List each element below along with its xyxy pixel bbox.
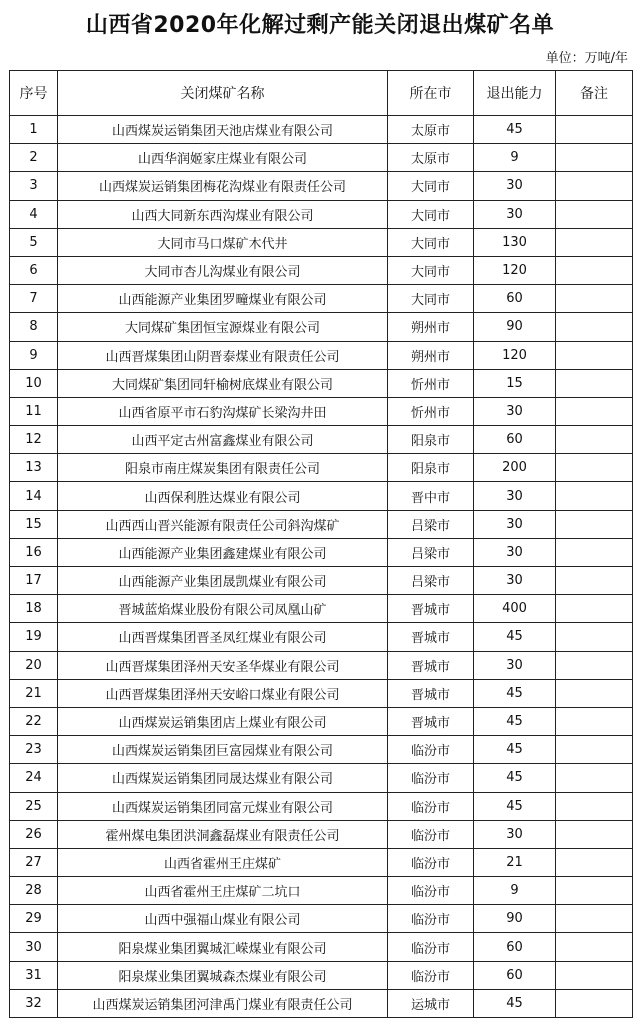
cell-city: 临汾市 bbox=[388, 905, 474, 933]
table-row bbox=[10, 228, 633, 256]
cell-note bbox=[556, 256, 633, 284]
cell-no: 10 bbox=[10, 369, 58, 397]
cell-city: 阳泉市 bbox=[388, 426, 474, 454]
cell-name: 大同煤矿集团恒宝源煤业有限公司 bbox=[58, 313, 388, 341]
cell-city: 大同市 bbox=[388, 228, 474, 256]
cell-name: 山西省霍州王庄煤矿二坑口 bbox=[58, 877, 388, 905]
cell-no: 27 bbox=[10, 848, 58, 876]
table-row bbox=[10, 623, 633, 651]
cell-city: 临汾市 bbox=[388, 792, 474, 820]
cell-city: 大同市 bbox=[388, 256, 474, 284]
cell-city: 临汾市 bbox=[388, 736, 474, 764]
cell-city: 晋城市 bbox=[388, 651, 474, 679]
cell-name: 阳泉煤业集团翼城汇嵘煤业有限公司 bbox=[58, 933, 388, 961]
cell-note bbox=[556, 285, 633, 313]
cell-no: 2 bbox=[10, 144, 58, 172]
cell-capacity: 9 bbox=[474, 144, 556, 172]
cell-note bbox=[556, 707, 633, 735]
header-no: 序号 bbox=[10, 71, 58, 116]
closure-table bbox=[9, 70, 633, 1018]
page-title: 山西省2020年化解过剩产能关闭退出煤矿名单 bbox=[85, 13, 555, 38]
cell-note bbox=[556, 482, 633, 510]
cell-no: 30 bbox=[10, 933, 58, 961]
cell-name: 山西大同新东西沟煤业有限公司 bbox=[58, 200, 388, 228]
cell-capacity: 60 bbox=[474, 426, 556, 454]
cell-capacity: 30 bbox=[474, 567, 556, 595]
cell-capacity: 45 bbox=[474, 679, 556, 707]
table-row bbox=[10, 285, 633, 313]
cell-note bbox=[556, 426, 633, 454]
cell-no: 32 bbox=[10, 989, 58, 1017]
table-row bbox=[10, 144, 633, 172]
table-row bbox=[10, 651, 633, 679]
table-row bbox=[10, 820, 633, 848]
cell-capacity: 90 bbox=[474, 905, 556, 933]
cell-name: 山西煤炭运销集团梅花沟煤业有限责任公司 bbox=[58, 172, 388, 200]
cell-no: 6 bbox=[10, 256, 58, 284]
cell-name: 山西西山晋兴能源有限责任公司斜沟煤矿 bbox=[58, 510, 388, 538]
table-row bbox=[10, 933, 633, 961]
cell-note bbox=[556, 200, 633, 228]
cell-name: 山西煤炭运销集团店上煤业有限公司 bbox=[58, 707, 388, 735]
cell-note bbox=[556, 651, 633, 679]
cell-no: 11 bbox=[10, 397, 58, 425]
cell-name: 山西晋煤集团泽州天安圣华煤业有限公司 bbox=[58, 651, 388, 679]
table-row bbox=[10, 313, 633, 341]
cell-name: 大同市马口煤矿木代井 bbox=[58, 228, 388, 256]
cell-city: 吕梁市 bbox=[388, 538, 474, 566]
cell-name: 大同煤矿集团同轩榆树底煤业有限公司 bbox=[58, 369, 388, 397]
cell-note bbox=[556, 538, 633, 566]
cell-city: 晋中市 bbox=[388, 482, 474, 510]
cell-name: 山西能源产业集团鑫建煤业有限公司 bbox=[58, 538, 388, 566]
cell-note bbox=[556, 877, 633, 905]
cell-capacity: 30 bbox=[474, 482, 556, 510]
table-row bbox=[10, 341, 633, 369]
cell-capacity: 30 bbox=[474, 820, 556, 848]
header-capacity: 退出能力 bbox=[474, 71, 556, 116]
header-city: 所在市 bbox=[388, 71, 474, 116]
cell-note bbox=[556, 454, 633, 482]
cell-city: 大同市 bbox=[388, 285, 474, 313]
cell-city: 运城市 bbox=[388, 989, 474, 1017]
cell-capacity: 30 bbox=[474, 651, 556, 679]
cell-city: 大同市 bbox=[388, 172, 474, 200]
table-row bbox=[10, 595, 633, 623]
table-row bbox=[10, 397, 633, 425]
table-body bbox=[10, 116, 633, 1018]
cell-name: 山西省原平市石豹沟煤矿长梁沟井田 bbox=[58, 397, 388, 425]
cell-city: 朔州市 bbox=[388, 313, 474, 341]
cell-no: 20 bbox=[10, 651, 58, 679]
header-note: 备注 bbox=[556, 71, 633, 116]
table-row bbox=[10, 792, 633, 820]
cell-note bbox=[556, 341, 633, 369]
cell-capacity: 45 bbox=[474, 623, 556, 651]
table-row bbox=[10, 707, 633, 735]
cell-city: 临汾市 bbox=[388, 820, 474, 848]
cell-capacity: 30 bbox=[474, 397, 556, 425]
table-row bbox=[10, 989, 633, 1017]
cell-no: 9 bbox=[10, 341, 58, 369]
cell-name: 山西能源产业集团罗疃煤业有限公司 bbox=[58, 285, 388, 313]
table-row bbox=[10, 172, 633, 200]
cell-note bbox=[556, 933, 633, 961]
cell-no: 4 bbox=[10, 200, 58, 228]
cell-note bbox=[556, 397, 633, 425]
table-row bbox=[10, 454, 633, 482]
table-row bbox=[10, 369, 633, 397]
cell-city: 大同市 bbox=[388, 200, 474, 228]
table-row bbox=[10, 510, 633, 538]
cell-no: 3 bbox=[10, 172, 58, 200]
cell-city: 临汾市 bbox=[388, 933, 474, 961]
cell-name: 晋城蓝焰煤业股份有限公司凤凰山矿 bbox=[58, 595, 388, 623]
cell-no: 23 bbox=[10, 736, 58, 764]
cell-name: 山西晋煤集团晋圣凤红煤业有限公司 bbox=[58, 623, 388, 651]
cell-capacity: 60 bbox=[474, 285, 556, 313]
cell-name: 山西煤炭运销集团巨富园煤业有限公司 bbox=[58, 736, 388, 764]
table-header-row bbox=[10, 71, 633, 116]
cell-no: 7 bbox=[10, 285, 58, 313]
table-row bbox=[10, 679, 633, 707]
cell-note bbox=[556, 623, 633, 651]
header-name: 关闭煤矿名称 bbox=[58, 71, 388, 116]
cell-no: 5 bbox=[10, 228, 58, 256]
cell-note bbox=[556, 820, 633, 848]
cell-name: 山西煤炭运销集团同富元煤业有限公司 bbox=[58, 792, 388, 820]
cell-no: 17 bbox=[10, 567, 58, 595]
cell-no: 26 bbox=[10, 820, 58, 848]
cell-note bbox=[556, 848, 633, 876]
cell-name: 山西中强福山煤业有限公司 bbox=[58, 905, 388, 933]
cell-capacity: 60 bbox=[474, 961, 556, 989]
cell-name: 山西煤炭运销集团同晟达煤业有限公司 bbox=[58, 764, 388, 792]
cell-capacity: 120 bbox=[474, 341, 556, 369]
cell-note bbox=[556, 961, 633, 989]
cell-name: 山西省霍州王庄煤矿 bbox=[58, 848, 388, 876]
cell-note bbox=[556, 595, 633, 623]
cell-note bbox=[556, 313, 633, 341]
cell-no: 24 bbox=[10, 764, 58, 792]
cell-no: 19 bbox=[10, 623, 58, 651]
cell-capacity: 120 bbox=[474, 256, 556, 284]
table-row bbox=[10, 256, 633, 284]
cell-capacity: 400 bbox=[474, 595, 556, 623]
cell-note bbox=[556, 679, 633, 707]
cell-city: 晋城市 bbox=[388, 623, 474, 651]
cell-capacity: 45 bbox=[474, 989, 556, 1017]
cell-capacity: 9 bbox=[474, 877, 556, 905]
cell-no: 18 bbox=[10, 595, 58, 623]
cell-no: 31 bbox=[10, 961, 58, 989]
table-row bbox=[10, 961, 633, 989]
cell-note bbox=[556, 567, 633, 595]
cell-note bbox=[556, 905, 633, 933]
cell-no: 15 bbox=[10, 510, 58, 538]
cell-capacity: 45 bbox=[474, 764, 556, 792]
cell-city: 晋城市 bbox=[388, 679, 474, 707]
cell-city: 晋城市 bbox=[388, 595, 474, 623]
cell-note bbox=[556, 736, 633, 764]
cell-note bbox=[556, 764, 633, 792]
cell-note bbox=[556, 369, 633, 397]
table-row bbox=[10, 116, 633, 144]
table-row bbox=[10, 736, 633, 764]
cell-note bbox=[556, 228, 633, 256]
cell-capacity: 130 bbox=[474, 228, 556, 256]
cell-note bbox=[556, 172, 633, 200]
table-row bbox=[10, 567, 633, 595]
cell-capacity: 90 bbox=[474, 313, 556, 341]
cell-note bbox=[556, 792, 633, 820]
unit-label: 单位：万吨/年 bbox=[545, 51, 628, 66]
cell-note bbox=[556, 116, 633, 144]
cell-name: 阳泉煤业集团翼城森杰煤业有限公司 bbox=[58, 961, 388, 989]
cell-capacity: 15 bbox=[474, 369, 556, 397]
cell-name: 霍州煤电集团洪洞鑫磊煤业有限责任公司 bbox=[58, 820, 388, 848]
cell-capacity: 30 bbox=[474, 172, 556, 200]
cell-city: 忻州市 bbox=[388, 397, 474, 425]
cell-name: 山西煤炭运销集团河津禹门煤业有限责任公司 bbox=[58, 989, 388, 1017]
cell-no: 22 bbox=[10, 707, 58, 735]
cell-name: 大同市杏儿沟煤业有限公司 bbox=[58, 256, 388, 284]
cell-city: 晋城市 bbox=[388, 707, 474, 735]
table-row bbox=[10, 426, 633, 454]
cell-capacity: 30 bbox=[474, 510, 556, 538]
table-row bbox=[10, 482, 633, 510]
table-row bbox=[10, 764, 633, 792]
cell-capacity: 45 bbox=[474, 116, 556, 144]
cell-note bbox=[556, 510, 633, 538]
cell-capacity: 45 bbox=[474, 792, 556, 820]
cell-city: 朔州市 bbox=[388, 341, 474, 369]
cell-name: 阳泉市南庄煤炭集团有限责任公司 bbox=[58, 454, 388, 482]
table-row bbox=[10, 877, 633, 905]
cell-name: 山西晋煤集团泽州天安峪口煤业有限公司 bbox=[58, 679, 388, 707]
cell-city: 临汾市 bbox=[388, 848, 474, 876]
cell-no: 12 bbox=[10, 426, 58, 454]
cell-no: 16 bbox=[10, 538, 58, 566]
cell-capacity: 30 bbox=[474, 538, 556, 566]
cell-no: 29 bbox=[10, 905, 58, 933]
cell-name: 山西华润姬家庄煤业有限公司 bbox=[58, 144, 388, 172]
cell-city: 阳泉市 bbox=[388, 454, 474, 482]
cell-no: 8 bbox=[10, 313, 58, 341]
cell-city: 临汾市 bbox=[388, 961, 474, 989]
cell-name: 山西平定古州富鑫煤业有限公司 bbox=[58, 426, 388, 454]
cell-capacity: 45 bbox=[474, 707, 556, 735]
cell-capacity: 21 bbox=[474, 848, 556, 876]
cell-city: 临汾市 bbox=[388, 764, 474, 792]
cell-capacity: 45 bbox=[474, 736, 556, 764]
cell-no: 13 bbox=[10, 454, 58, 482]
cell-no: 21 bbox=[10, 679, 58, 707]
cell-city: 忻州市 bbox=[388, 369, 474, 397]
cell-city: 吕梁市 bbox=[388, 567, 474, 595]
cell-note bbox=[556, 144, 633, 172]
cell-city: 吕梁市 bbox=[388, 510, 474, 538]
cell-city: 太原市 bbox=[388, 116, 474, 144]
cell-capacity: 60 bbox=[474, 933, 556, 961]
cell-no: 28 bbox=[10, 877, 58, 905]
cell-capacity: 200 bbox=[474, 454, 556, 482]
cell-no: 1 bbox=[10, 116, 58, 144]
table-row bbox=[10, 200, 633, 228]
cell-name: 山西煤炭运销集团天池店煤业有限公司 bbox=[58, 116, 388, 144]
cell-note bbox=[556, 989, 633, 1017]
cell-name: 山西能源产业集团晟凯煤业有限公司 bbox=[58, 567, 388, 595]
cell-city: 临汾市 bbox=[388, 877, 474, 905]
table-row bbox=[10, 905, 633, 933]
table-row bbox=[10, 538, 633, 566]
cell-no: 14 bbox=[10, 482, 58, 510]
cell-name: 山西晋煤集团山阴晋泰煤业有限责任公司 bbox=[58, 341, 388, 369]
cell-capacity: 30 bbox=[474, 200, 556, 228]
table-row bbox=[10, 848, 633, 876]
cell-name: 山西保利胜达煤业有限公司 bbox=[58, 482, 388, 510]
cell-city: 太原市 bbox=[388, 144, 474, 172]
cell-no: 25 bbox=[10, 792, 58, 820]
